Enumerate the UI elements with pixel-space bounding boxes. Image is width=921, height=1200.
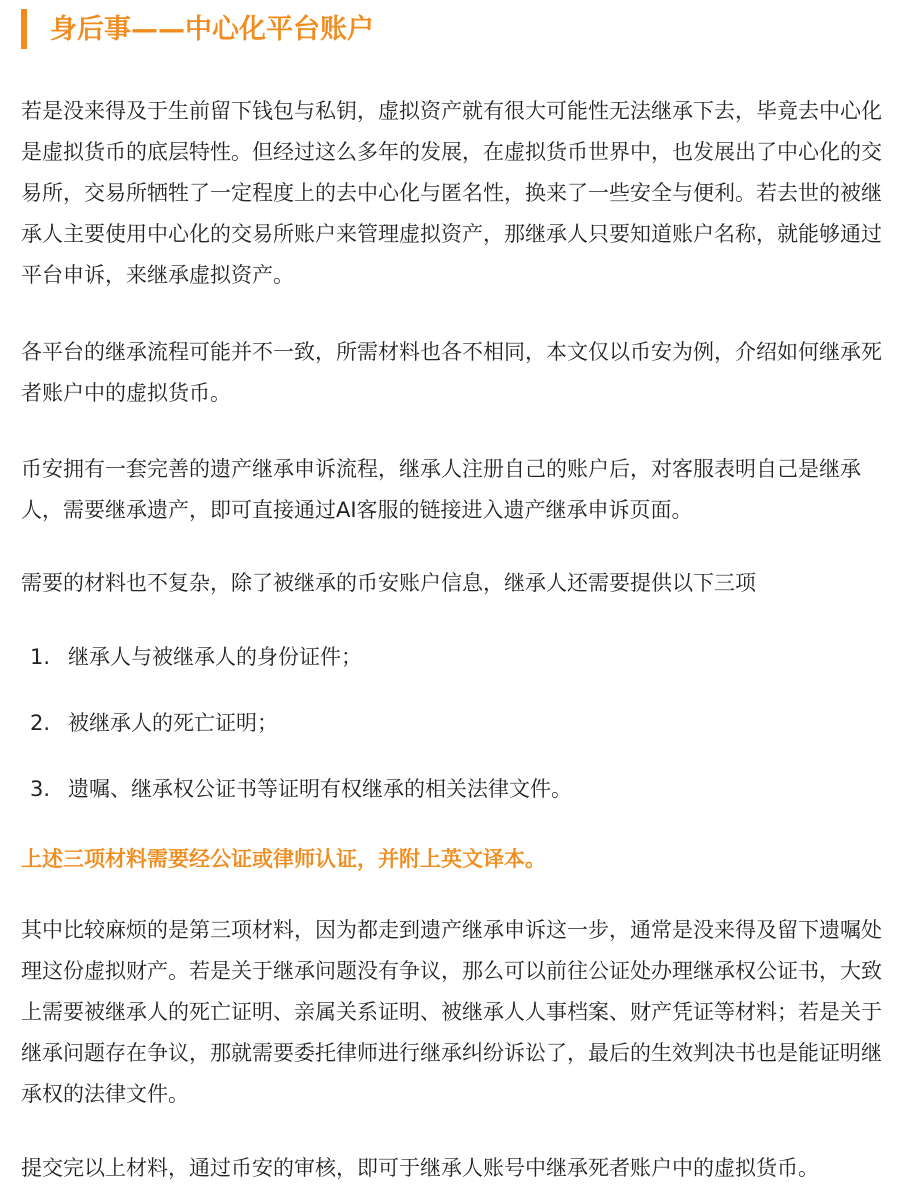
list-item-text: 遗嘱、继承权公证书等证明有权继承的相关法律文件。 [68, 777, 572, 801]
list-item-number: 1. [30, 645, 51, 669]
list-item-text: 被继承人的死亡证明； [68, 711, 278, 735]
highlight-note: 上述三项材料需要经公证或律师认证，并附上英文译本。 [21, 847, 546, 871]
paragraph-binance-process: 币安拥有一套完善的遗产继承申诉流程，继承人注册自己的账户后，对客服表明自己是继承人，需要继承遗产，即可直接通过AI客服的链接进入遗产继承申诉页面。 [21, 457, 861, 522]
paragraph-platforms: 各平台的继承流程可能并不一致，所需材料也各不相同，本文仅以币安为例，介绍如何继承死者账户中的虚拟货币。 [21, 340, 882, 405]
list-item-number: 3. [30, 777, 51, 801]
paragraph-materials: 需要的材料也不复杂，除了被继承的币安账户信息，继承人还需要提供以下三项 [21, 571, 756, 595]
paragraph-third-material: 其中比较麻烦的是第三项材料，因为都走到遗产继承申诉这一步，通常是没来得及留下遗嘱处理这份虚拟财产。若是关于继承问题没有争议，那么可以前往公证处办理继承权公证书，大致上需要被继承人的死亡证明、亲属关系证明、被继承人人事档案、财产凭证等材料；若是关于继承问题存在争议，那就需要委托律师进行继承纠纷诉讼了，最后的生效判决书也是能证明继承权的法律文件。 [21, 918, 882, 1106]
paragraph-intro: 若是没来得及于生前留下钱包与私钥，虚拟资产就有很大可能性无法继承下去，毕竟去中心化是虚拟货币的底层特性。但经过这么多年的发展，在虚拟货币世界中，也发展出了中心化的交易所，交易所牺牲了一定程度上的去中心化与匿名性，换来了一些安全与便利。若去世的被继承人主要使用中心化的交易所账户来管理虚拟资产，那继承人只要知道账户名称，就能够通过平台申诉，来继承虚拟资产。 [21, 99, 882, 287]
list-item [30, 703, 278, 744]
section-heading: 身后事——中心化平台账户 [50, 14, 374, 45]
list-item-number: 2. [30, 711, 51, 735]
heading-accent-bar [21, 9, 27, 49]
paragraph-conclusion: 提交完以上材料，通过币安的审核，即可于继承人账号中继承死者账户中的虚拟货币。 [21, 1156, 819, 1180]
list-item [30, 769, 572, 810]
list-item-text: 继承人与被继承人的身份证件； [68, 645, 362, 669]
list-item [30, 637, 362, 678]
